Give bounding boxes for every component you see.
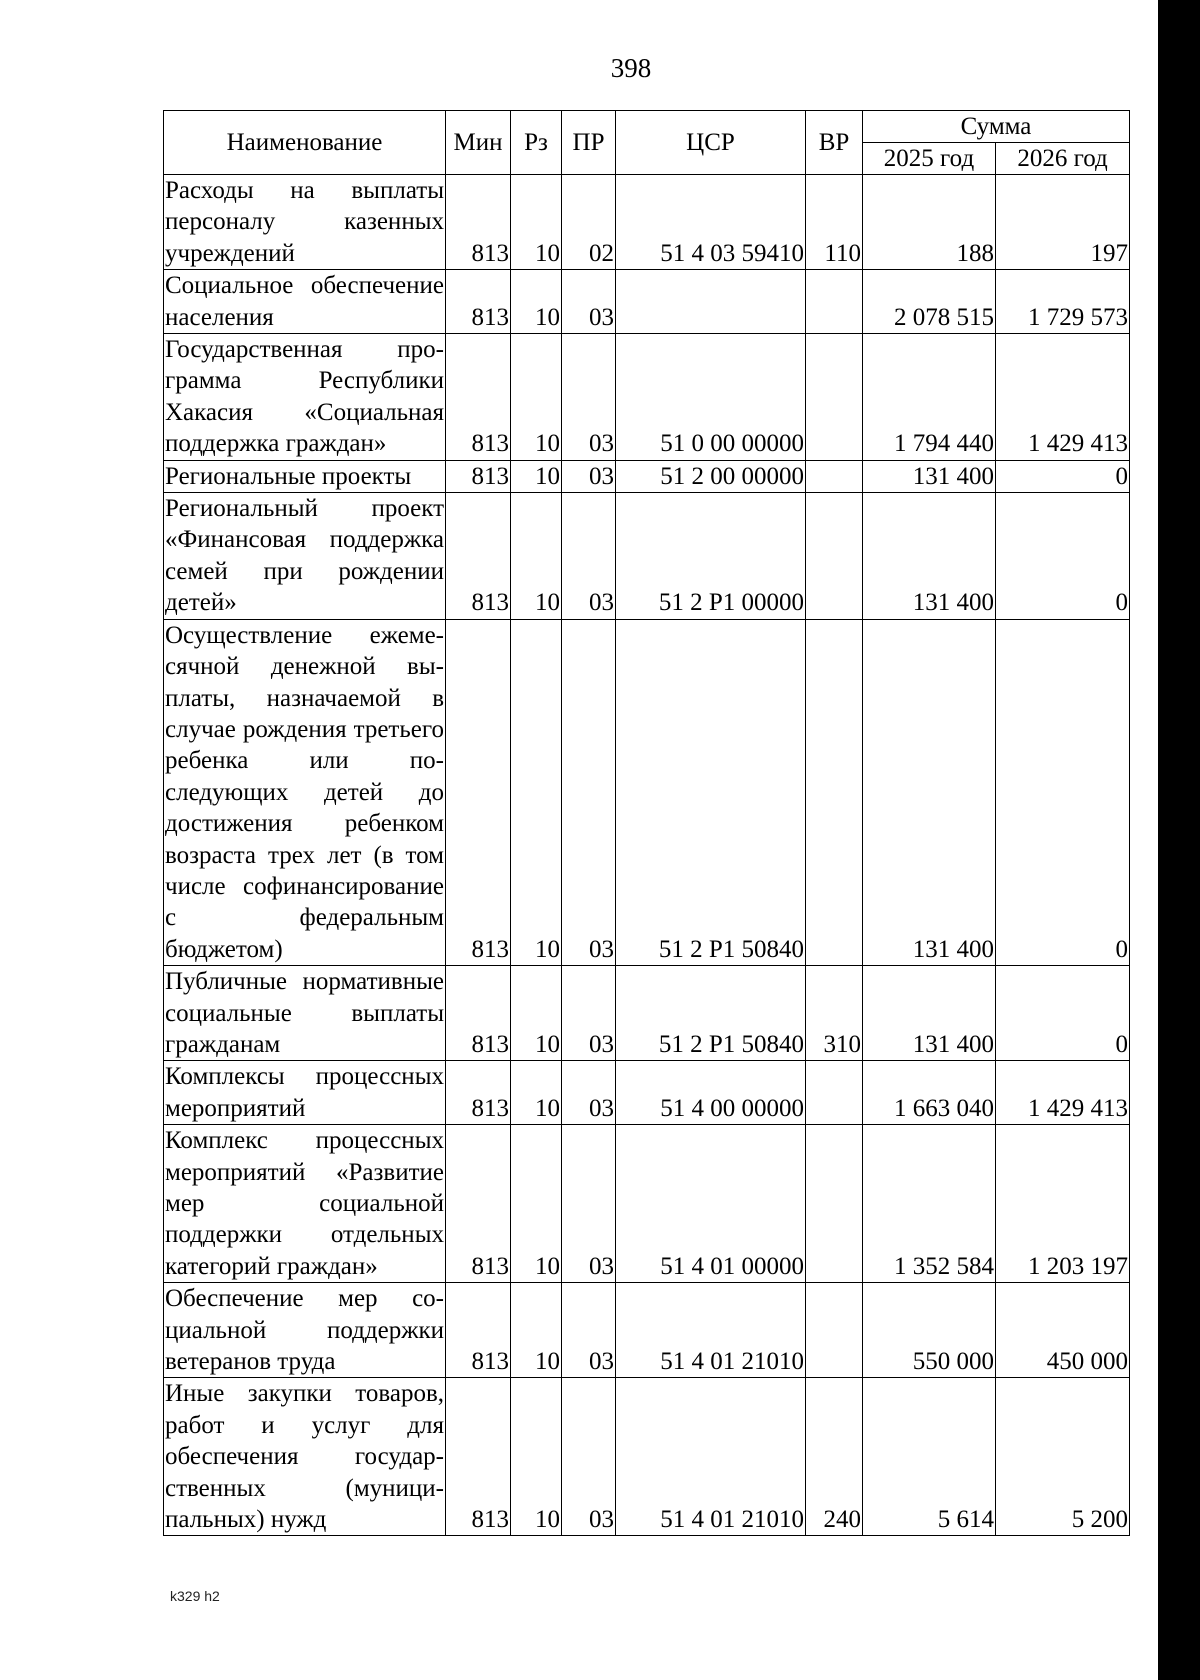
cell-vr — [806, 1061, 863, 1125]
table-row — [164, 270, 1130, 334]
cell-name: Публичные нормативные социальные выплаты гражданам — [164, 966, 446, 1061]
cell-name: Осуществление ежемесячной денежной выплаты, назначаемой в случае рождения третьего ребенка или последующих детей до достижения ребенком возраста трех лет (в том числе софинансирование с федеральным бюджетом) — [164, 619, 446, 965]
cell-csr: 51 2 P1 00000 — [616, 493, 806, 620]
cell-csr: 51 2 00 00000 — [616, 460, 806, 492]
cell-min: 813 — [446, 460, 511, 492]
table-row — [164, 460, 1130, 492]
table-row — [164, 493, 1130, 620]
cell-csr: 51 4 03 59410 — [616, 175, 806, 270]
cell-vr — [806, 334, 863, 461]
cell-rz: 10 — [511, 1125, 562, 1283]
cell-rz: 10 — [511, 1378, 562, 1536]
cell-min: 813 — [446, 966, 511, 1061]
header-pr: ПР — [562, 111, 616, 175]
table-row — [164, 1378, 1130, 1536]
cell-amount-2025: 5 614 — [863, 1378, 996, 1536]
cell-name: Региональный проект «Финансовая поддержка семей при рождении детей» — [164, 493, 446, 620]
cell-vr: 110 — [806, 175, 863, 270]
cell-pr: 03 — [562, 493, 616, 620]
cell-name: Комплексы процессных мероприятий — [164, 1061, 446, 1125]
table-row — [164, 1283, 1130, 1378]
cell-amount-2026: 0 — [996, 619, 1130, 965]
cell-rz: 10 — [511, 175, 562, 270]
cell-vr — [806, 270, 863, 334]
cell-csr: 51 0 00 00000 — [616, 334, 806, 461]
cell-name: Государственная программа Республики Хакасия «Социальная поддержка граждан» — [164, 334, 446, 461]
cell-amount-2025: 131 400 — [863, 493, 996, 620]
footer-code: k329 h2 — [170, 1588, 220, 1604]
cell-amount-2026: 0 — [996, 493, 1130, 620]
table-row — [164, 1061, 1130, 1125]
scan-edge-bar — [1158, 0, 1200, 1680]
cell-amount-2025: 2 078 515 — [863, 270, 996, 334]
cell-pr: 03 — [562, 1283, 616, 1378]
cell-amount-2026: 1 729 573 — [996, 270, 1130, 334]
cell-vr — [806, 460, 863, 492]
table-row — [164, 1125, 1130, 1283]
cell-min: 813 — [446, 1283, 511, 1378]
header-sum: Сумма — [863, 111, 1130, 143]
cell-amount-2025: 1 663 040 — [863, 1061, 996, 1125]
header-rz: Рз — [511, 111, 562, 175]
cell-csr: 51 2 P1 50840 — [616, 966, 806, 1061]
cell-amount-2026: 1 429 413 — [996, 1061, 1130, 1125]
cell-name: Региональные проекты — [164, 460, 446, 492]
cell-vr — [806, 619, 863, 965]
cell-pr: 03 — [562, 1378, 616, 1536]
cell-pr: 02 — [562, 175, 616, 270]
cell-vr — [806, 1283, 863, 1378]
page-number: 398 — [610, 53, 652, 83]
cell-csr — [616, 270, 806, 334]
cell-rz: 10 — [511, 493, 562, 620]
cell-vr: 240 — [806, 1378, 863, 1536]
cell-amount-2025: 131 400 — [863, 460, 996, 492]
cell-name: Иные закупки товаров, работ и услуг для обеспечения государственных (муниципальных) нужд — [164, 1378, 446, 1536]
cell-amount-2025: 131 400 — [863, 619, 996, 965]
cell-vr — [806, 1125, 863, 1283]
cell-name: Социальное обеспечение населения — [164, 270, 446, 334]
cell-name: Расходы на выплаты персоналу казенных учреждений — [164, 175, 446, 270]
budget-table — [163, 110, 1130, 1536]
header-year-2026: 2026 год — [996, 143, 1130, 175]
cell-amount-2026: 1 203 197 — [996, 1125, 1130, 1283]
cell-csr: 51 4 00 00000 — [616, 1061, 806, 1125]
cell-pr: 03 — [562, 1125, 616, 1283]
cell-min: 813 — [446, 1061, 511, 1125]
cell-csr: 51 4 01 00000 — [616, 1125, 806, 1283]
cell-rz: 10 — [511, 966, 562, 1061]
table-row — [164, 175, 1130, 270]
cell-min: 813 — [446, 493, 511, 620]
cell-min: 813 — [446, 1125, 511, 1283]
header-name: Наименование — [164, 111, 446, 175]
cell-amount-2025: 1 794 440 — [863, 334, 996, 461]
cell-amount-2026: 0 — [996, 460, 1130, 492]
cell-min: 813 — [446, 1378, 511, 1536]
cell-csr: 51 2 P1 50840 — [616, 619, 806, 965]
cell-pr: 03 — [562, 966, 616, 1061]
cell-amount-2025: 131 400 — [863, 966, 996, 1061]
cell-rz: 10 — [511, 619, 562, 965]
table-row — [164, 334, 1130, 461]
cell-rz: 10 — [511, 460, 562, 492]
header-csr: ЦСР — [616, 111, 806, 175]
cell-pr: 03 — [562, 270, 616, 334]
cell-rz: 10 — [511, 1283, 562, 1378]
cell-amount-2026: 5 200 — [996, 1378, 1130, 1536]
cell-amount-2026: 0 — [996, 966, 1130, 1061]
cell-name: Комплекс процессных мероприятий «Развитие мер социальной поддержки отдельных категорий граждан» — [164, 1125, 446, 1283]
cell-amount-2026: 197 — [996, 175, 1130, 270]
cell-amount-2025: 550 000 — [863, 1283, 996, 1378]
cell-min: 813 — [446, 334, 511, 461]
header-row — [164, 111, 1130, 143]
cell-name: Обеспечение мер социальной поддержки ветеранов труда — [164, 1283, 446, 1378]
cell-csr: 51 4 01 21010 — [616, 1378, 806, 1536]
header-vr: ВР — [806, 111, 863, 175]
cell-amount-2026: 1 429 413 — [996, 334, 1130, 461]
table-body — [164, 175, 1130, 1536]
header-min: Мин — [446, 111, 511, 175]
cell-csr: 51 4 01 21010 — [616, 1283, 806, 1378]
table-header — [164, 111, 1130, 175]
cell-min: 813 — [446, 619, 511, 965]
cell-rz: 10 — [511, 270, 562, 334]
cell-rz: 10 — [511, 1061, 562, 1125]
cell-pr: 03 — [562, 334, 616, 461]
cell-pr: 03 — [562, 619, 616, 965]
cell-min: 813 — [446, 270, 511, 334]
cell-min: 813 — [446, 175, 511, 270]
cell-pr: 03 — [562, 460, 616, 492]
cell-amount-2025: 188 — [863, 175, 996, 270]
cell-vr: 310 — [806, 966, 863, 1061]
table-row — [164, 619, 1130, 965]
cell-rz: 10 — [511, 334, 562, 461]
table-row — [164, 966, 1130, 1061]
header-year-2025: 2025 год — [863, 143, 996, 175]
cell-amount-2026: 450 000 — [996, 1283, 1130, 1378]
cell-vr — [806, 493, 863, 620]
cell-pr: 03 — [562, 1061, 616, 1125]
cell-amount-2025: 1 352 584 — [863, 1125, 996, 1283]
